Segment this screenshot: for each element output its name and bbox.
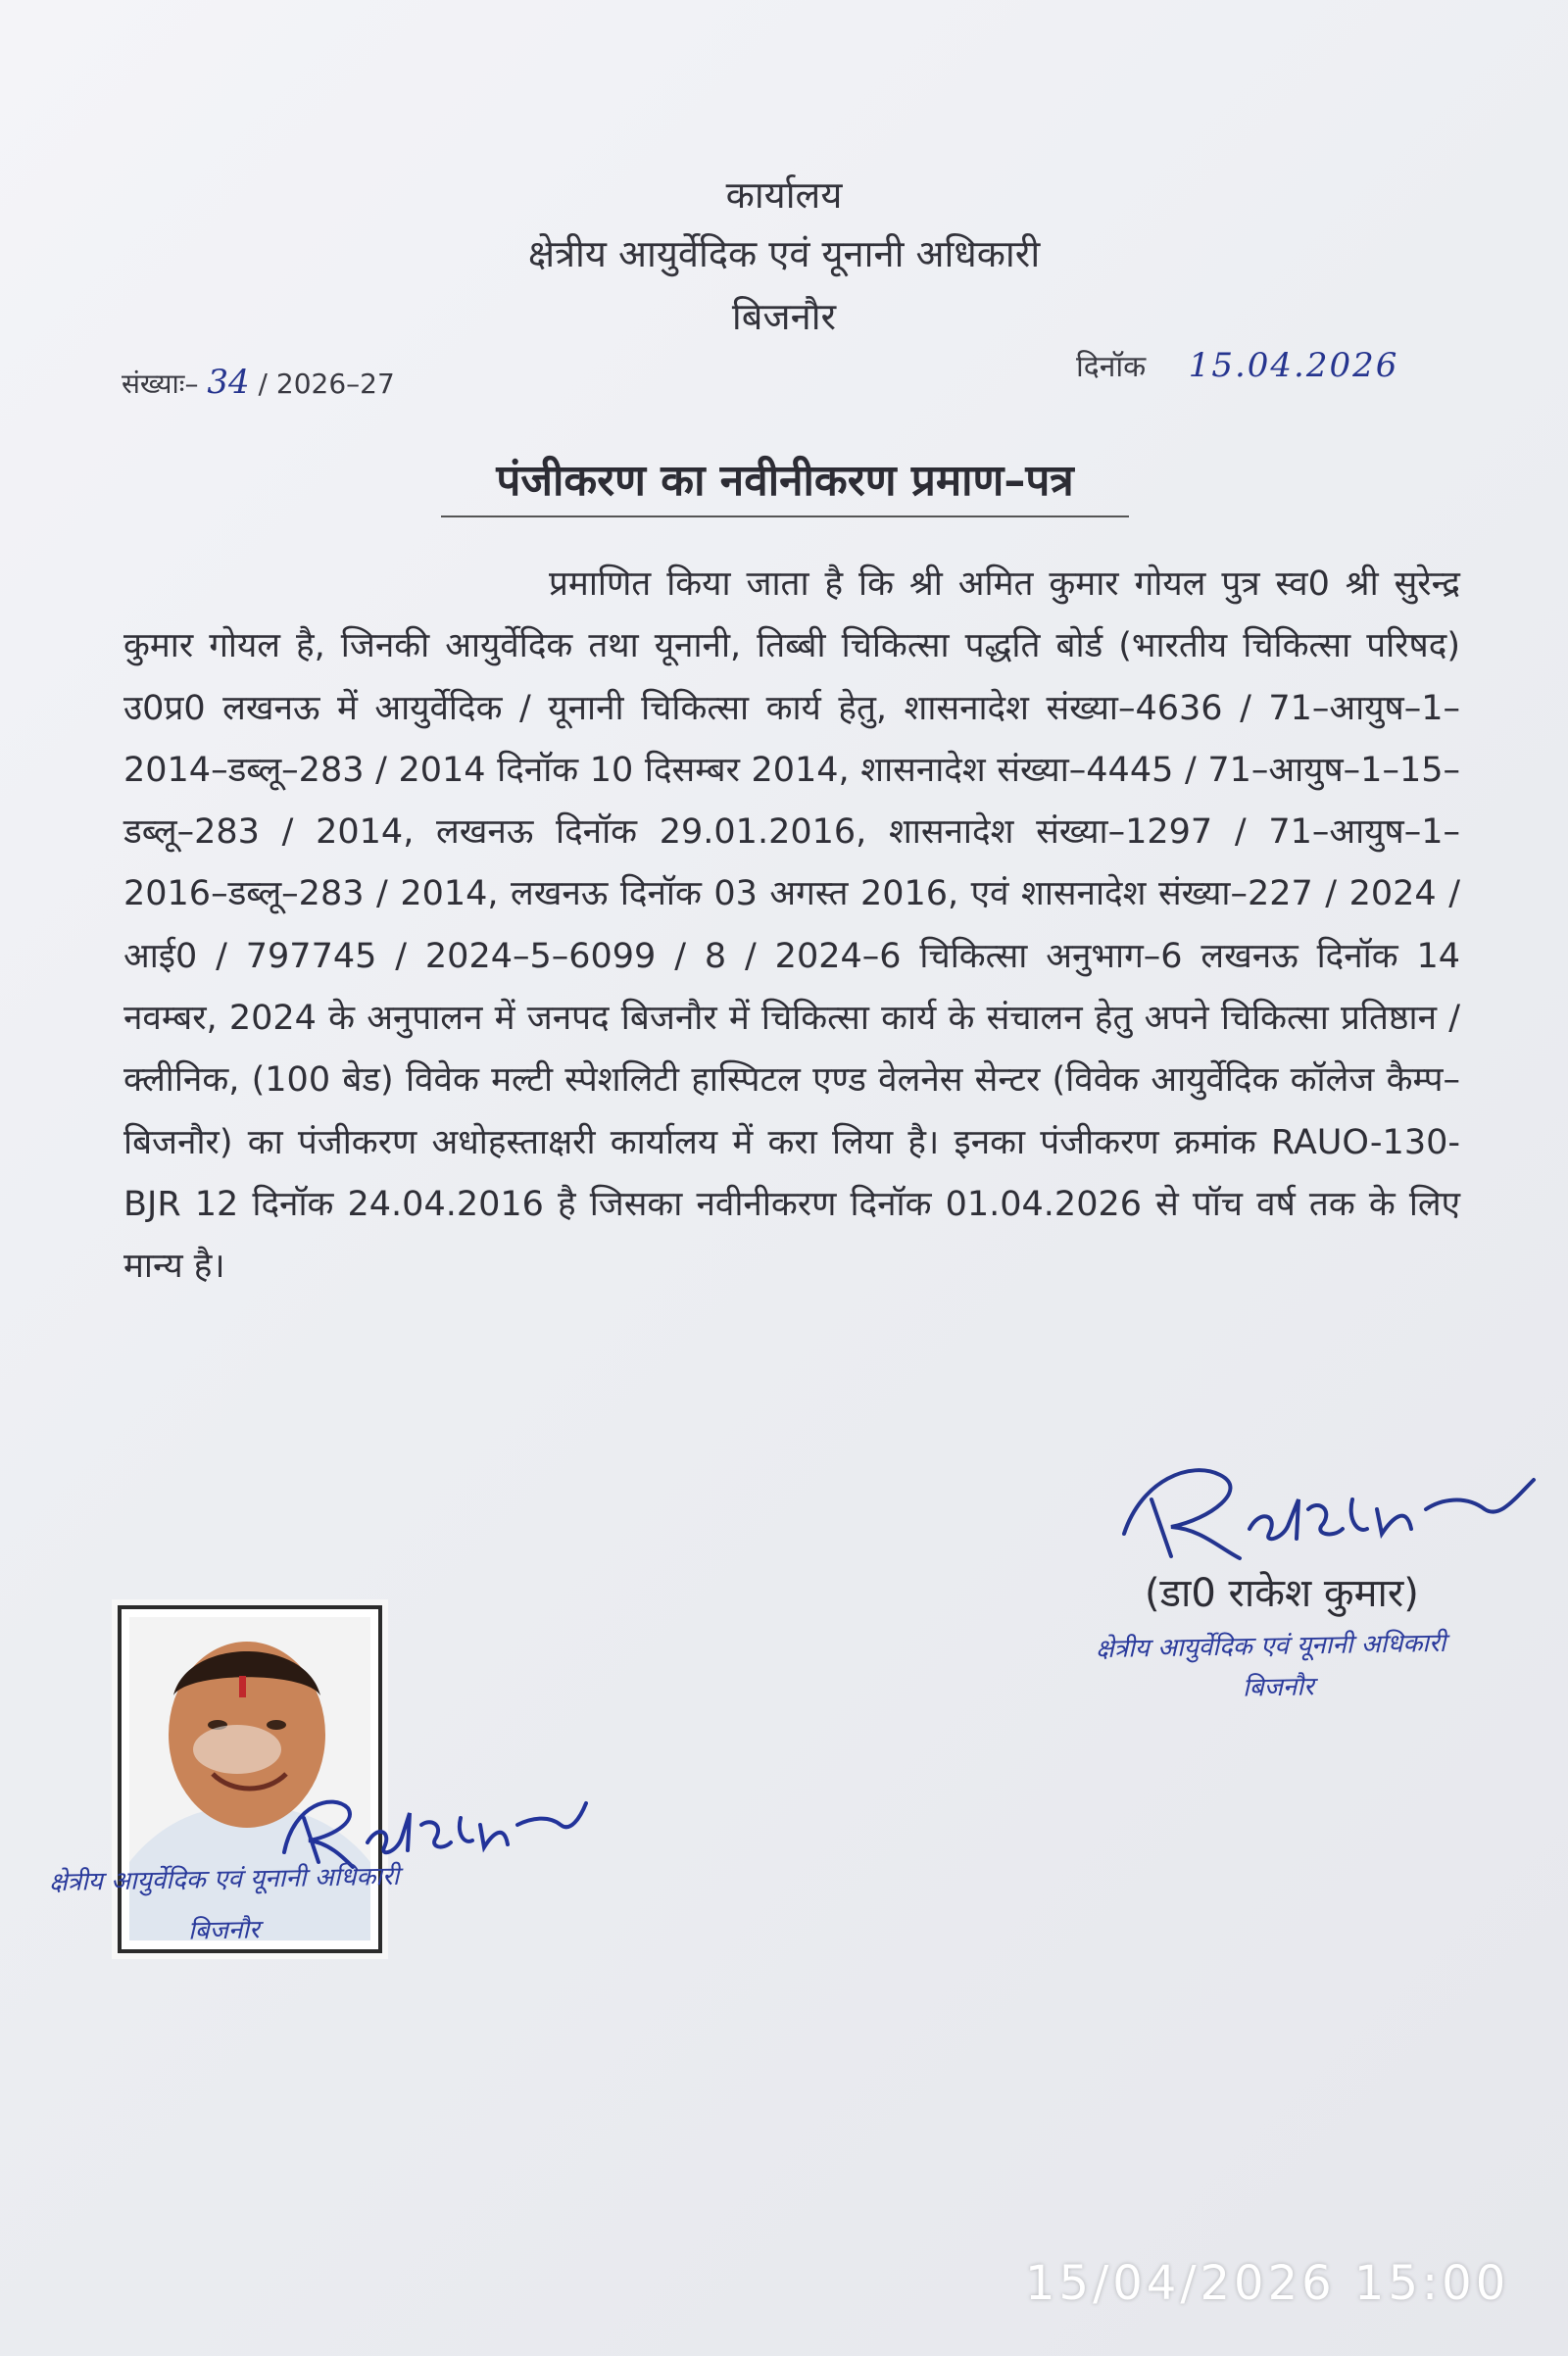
office-location: बिजनौर <box>731 295 837 338</box>
issue-date <box>1076 345 1398 385</box>
date-handwritten-value: 15.04.2026 <box>1188 346 1399 385</box>
office-heading: कार्यालय <box>725 173 843 217</box>
reference-handwritten-number: 34 <box>207 363 250 402</box>
reference-year: / 2026–27 <box>258 368 395 400</box>
camera-timestamp: 15/04/2026 15:00 <box>1025 2256 1510 2311</box>
photo-signature-image <box>274 1764 588 1872</box>
date-label: दिनॉक <box>1076 350 1147 384</box>
office-designation: क्षेत्रीय आयुर्वेदिक एवं यूनानी अधिकारी <box>527 232 1041 275</box>
signature-image <box>1112 1441 1544 1568</box>
certificate-body: प्रमाणित किया जाता है कि श्री अमित कुमार गोयल पुत्र स्व0 श्री सुरेन्द्र कुमार गोयल है, जिनकी आयुर्वेदिक तथा यूनानी, तिब्बी चिकित्सा पद्धति बोर्ड (भारतीय चिकित्सा परिषद) उ0प्र0 लखनऊ में आयुर्वेदिक / यूनानी चिकित्सा कार्य हेतु, शासनादेश संख्या–4636 / 71–आयुष–1–2014–डब्लू–283 / 2014 दिनॉक 10 दिसम्बर 2014, शासनादेश संख्या–4445 / 71–आयुष–1–15–डब्लू–283 / 2014, लखनऊ दिनॉक 29.01.2016, शासनादेश संख्या–1297 / 71–आयुष–1–2016–डब्लू–283 / 2014, लखनऊ दिनॉक 03 अगस्त 2016, एवं शासनादेश संख्या–227 / 2024 / आई0 / 797745 / 2024–5–6099 / 8 / 2024–6 चिकित्सा अनुभाग–6 लखनऊ दिनॉक 14 नवम्बर, 2024 के अनुपालन में जनपद बिजनौर में चिकित्सा कार्य के संचालन हेतु अपने चिकित्सा प्रतिष्ठान / क्लीनिक, (100 बेड) विवेक मल्टी स्पेशलिटी हास्पिटल एण्ड वेलनेस सेन्टर (विवेक आयुर्वेदिक कॉलेज कैम्प–बिजनौर) का पंजीकरण अधोहस्ताक्षरी कार्यालय में करा लिया है। इनका पंजीकरण क्रमांक RAUO-130-BJR 12 दिनॉक 24.04.2016 है जिसका नवीनीकरण दिनॉक 01.04.2026 से पॉच वर्ष तक के लिए मान्य है। <box>123 564 1460 1287</box>
reference-label: संख्याः– <box>122 368 199 400</box>
signatory-stamp-location: बिजनौर <box>1242 1672 1314 1703</box>
certificate-title: पंजीकरण का नवीनीकरण प्रमाण–पत्र <box>441 449 1129 517</box>
photo-stamp-location: बिजनौर <box>187 1915 260 1946</box>
signatory-name: (डा0 राकेश कुमार) <box>1145 1571 1419 1616</box>
reference-number <box>122 363 395 402</box>
photo-stamp-designation: क्षेत्रीय आयुर्वेदिक एवं यूनानी अधिकारी <box>48 1861 400 1898</box>
signatory-stamp-designation: क्षेत्रीय आयुर्वेदिक एवं यूनानी अधिकारी <box>1095 1628 1446 1665</box>
